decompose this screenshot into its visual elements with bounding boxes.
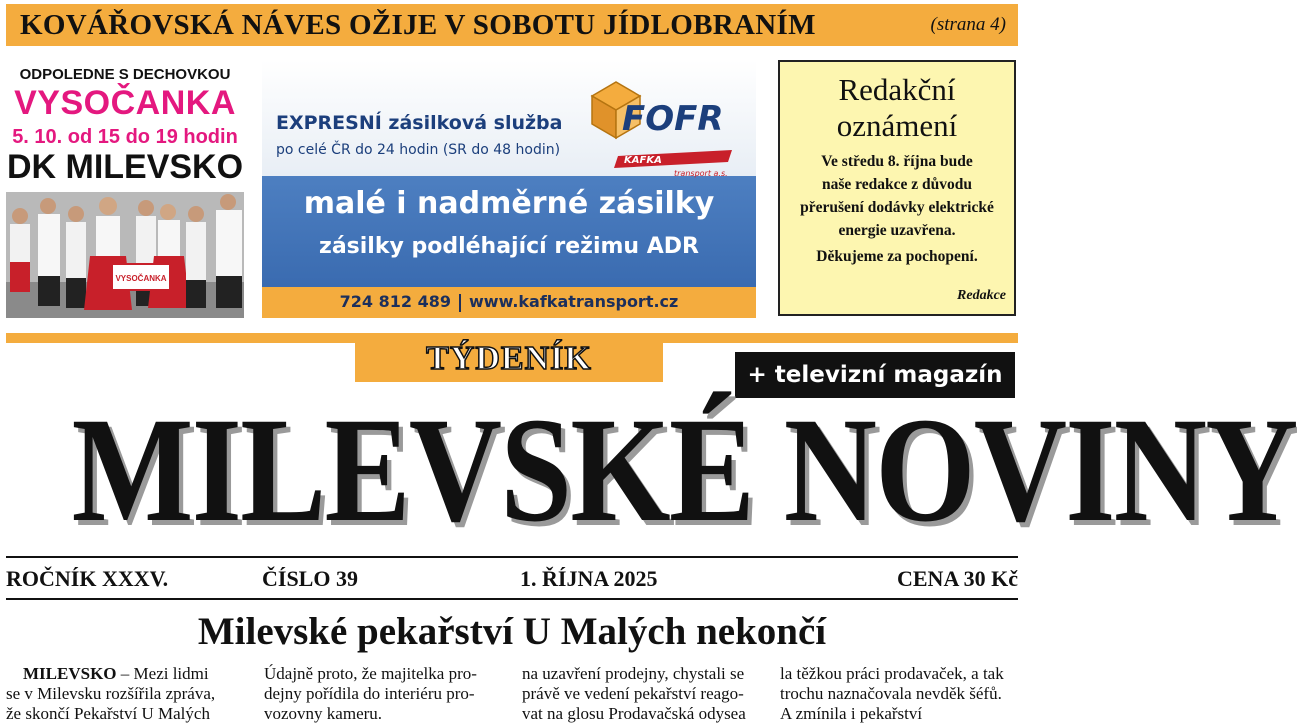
issue-rule-top xyxy=(6,556,1018,558)
advert-concert-line1: ODPOLEDNE S DECHOVKOU xyxy=(19,66,231,83)
top-banner[interactable] xyxy=(6,4,1018,46)
weekly-label-box xyxy=(355,336,663,382)
fofr-logo xyxy=(588,70,738,180)
tv-magazine-label: + televizní magazín xyxy=(747,362,1003,388)
article-line: dejny pořídila do interiéru pro- xyxy=(264,684,475,703)
article-column-3 xyxy=(522,664,760,724)
advert-courier[interactable] xyxy=(262,60,756,318)
contact-divider xyxy=(459,294,461,312)
kafka-wordmark: KAFKA xyxy=(624,155,662,166)
article-line-text: – Mezi lidmi xyxy=(120,664,209,683)
issue-rule-bottom xyxy=(6,598,1018,600)
article-line: Údajně proto, že majitelka pro- xyxy=(264,664,477,683)
article-column-1 xyxy=(6,664,244,724)
notice-body-line: přerušení dodávky elektrické xyxy=(800,199,994,216)
advert-concert-venue: DK MILEVSKO xyxy=(6,148,244,186)
advert-courier-web[interactable]: www.kafkatransport.cz xyxy=(469,292,679,311)
advert-courier-phone[interactable]: 724 812 489 xyxy=(339,292,451,311)
weekly-label: TÝDENÍK xyxy=(426,340,592,377)
article-line: se v Milevsku rozšířila zpráva, xyxy=(6,684,216,703)
advert-courier-headline: EXPRESNÍ zásilková služba xyxy=(276,112,563,134)
banner-headline: KOVÁŘOVSKÁ NÁVES OŽIJE V SOBOTU JÍDLOBRANÍM xyxy=(20,8,816,41)
article-headline[interactable]: Milevské pekařství U Malých nekončí xyxy=(197,610,827,653)
drum-label: VYSOČANKA xyxy=(115,274,167,283)
issue-info-row xyxy=(6,562,1018,596)
notice-body-line: naše redakce z důvodu xyxy=(822,176,972,193)
notice-thanks: Děkujeme za pochopení. xyxy=(816,248,978,265)
issue-price: CENA 30 Kč xyxy=(897,566,1018,591)
notice-title-line2: oznámení xyxy=(836,108,958,143)
article-line: la těžkou práci prodavaček, a tak xyxy=(780,664,1004,683)
kafka-tagline: transport a.s. xyxy=(674,169,728,178)
fofr-wordmark: FOFR xyxy=(622,99,724,139)
article-line xyxy=(6,664,244,684)
advert-courier-subline: po celé ČR do 24 hodin (SR do 48 hodin) xyxy=(276,142,561,158)
issue-number: ČÍSLO 39 xyxy=(262,566,358,591)
notice-title-line1: Redakční xyxy=(838,72,956,107)
article-line: vat na glosu Prodavačská odysea xyxy=(522,704,746,723)
advert-concert[interactable] xyxy=(6,60,244,318)
advert-courier-slogan: malé i nadměrné zásilky xyxy=(303,186,715,221)
article-column-4 xyxy=(780,664,1018,724)
newspaper-title: MILEVSKÉ NOVINY xyxy=(71,387,1297,553)
advert-courier-adr: zásilky podléhající režimu ADR xyxy=(319,234,699,259)
article-dateline: MILEVSKO xyxy=(23,664,117,683)
notice-body-line: energie uzavřena. xyxy=(838,222,956,239)
editorial-notice xyxy=(778,60,1016,316)
article-line: na uzavření prodejny, chystali se xyxy=(522,664,745,683)
article-line: že skončí Pekařství U Malých xyxy=(6,704,210,723)
notice-body xyxy=(780,150,1014,242)
advert-concert-date: 5. 10. od 15 do 19 hodin xyxy=(12,126,238,148)
article-line: A zmínila i pekařství xyxy=(780,704,923,723)
article-column-2 xyxy=(264,664,502,724)
band-photo xyxy=(6,192,244,318)
article-line: trochu naznačovala nevděk šéfů. xyxy=(780,684,1002,703)
article-line: vozovny kameru. xyxy=(264,704,383,723)
advert-concert-band: VYSOČANKA xyxy=(14,84,236,122)
issue-volume: ROČNÍK XXXV. xyxy=(6,566,169,591)
advert-courier-contact xyxy=(262,292,756,312)
notice-signature: Redakce xyxy=(957,288,1006,303)
banner-page-ref: (strana 4) xyxy=(930,14,1006,35)
article-line: právě ve vedení pekařství reago- xyxy=(522,684,744,703)
notice-body-line: Ve středu 8. října bude xyxy=(821,153,973,170)
issue-date: 1. ŘÍJNA 2025 xyxy=(520,566,658,591)
notice-title xyxy=(780,72,1014,144)
